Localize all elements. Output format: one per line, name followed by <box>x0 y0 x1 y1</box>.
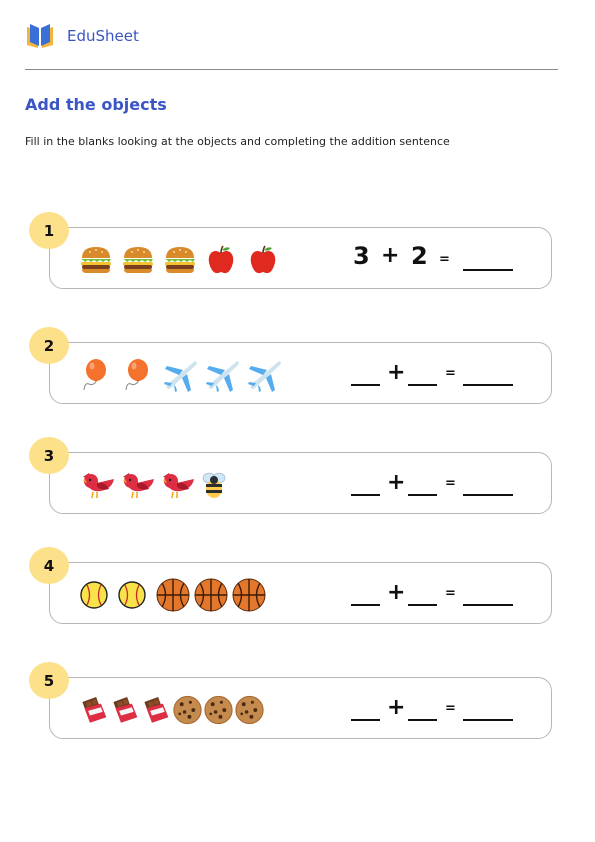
basketball-icon <box>155 577 193 613</box>
addend-2-blank[interactable] <box>408 604 437 606</box>
apple-icon <box>205 242 247 278</box>
problem-number-badge: 3 <box>29 437 69 474</box>
balloon-icon <box>121 357 163 393</box>
addend-1-blank[interactable] <box>351 719 380 721</box>
object-row <box>79 692 265 728</box>
equals-sign: = <box>445 476 456 491</box>
addend-2-blank[interactable] <box>408 384 437 386</box>
equals-sign: = <box>445 366 456 381</box>
problem-1 <box>29 212 552 292</box>
open-book-icon <box>25 21 55 51</box>
bird-icon <box>159 467 199 503</box>
plus-sign: + <box>387 360 406 385</box>
burger-icon <box>121 242 163 278</box>
plus-sign: + <box>387 580 406 605</box>
object-row <box>79 242 289 278</box>
basketball-icon <box>193 577 231 613</box>
airplane-icon <box>247 357 289 393</box>
problem-number-badge: 2 <box>29 327 69 364</box>
problem-3 <box>29 437 552 517</box>
object-row <box>79 577 269 613</box>
addition-sentence <box>351 464 551 504</box>
sum-blank[interactable] <box>463 494 513 496</box>
addend-1-blank[interactable] <box>351 494 380 496</box>
problem-4 <box>29 547 552 627</box>
chocolate-icon <box>110 692 141 728</box>
addition-sentence <box>351 354 551 394</box>
apple-icon <box>247 242 289 278</box>
worksheet-title: Add the objects <box>25 95 167 114</box>
problem-number-badge: 5 <box>29 662 69 699</box>
object-row <box>79 357 289 393</box>
equals-sign: = <box>445 586 456 601</box>
cookie-icon <box>203 692 234 728</box>
burger-icon <box>79 242 121 278</box>
problem-5 <box>29 662 552 742</box>
addend-2-blank[interactable] <box>408 719 437 721</box>
balloon-icon <box>79 357 121 393</box>
bird-icon <box>79 467 119 503</box>
equals-sign: = <box>445 701 456 716</box>
addend-2: 2 <box>411 242 428 270</box>
cookie-icon <box>172 692 203 728</box>
addition-sentence <box>351 574 551 614</box>
burger-icon <box>163 242 205 278</box>
problem-2 <box>29 327 552 407</box>
sum-blank[interactable] <box>463 719 513 721</box>
bird-icon <box>119 467 159 503</box>
bee-icon <box>199 467 239 503</box>
softball-icon <box>117 577 155 613</box>
basketball-icon <box>231 577 269 613</box>
sum-blank[interactable] <box>463 384 513 386</box>
worksheet-instructions: Fill in the blanks looking at the objects and completing the addition sentence <box>25 135 450 148</box>
chocolate-icon <box>141 692 172 728</box>
brand-name: EduSheet <box>67 27 139 45</box>
header-divider <box>25 69 558 70</box>
cookie-icon <box>234 692 265 728</box>
plus-sign: + <box>387 470 406 495</box>
problem-number-badge: 1 <box>29 212 69 249</box>
plus-sign: + <box>387 695 406 720</box>
chocolate-icon <box>79 692 110 728</box>
problem-number-badge: 4 <box>29 547 69 584</box>
plus-sign: + <box>381 243 400 268</box>
sum-blank[interactable] <box>463 604 513 606</box>
addition-sentence <box>351 239 551 279</box>
header <box>25 20 139 52</box>
addend-1: 3 <box>353 242 370 270</box>
object-row <box>79 467 239 503</box>
addend-1-blank[interactable] <box>351 384 380 386</box>
softball-icon <box>79 577 117 613</box>
sum-blank[interactable] <box>463 269 513 271</box>
equals-sign: = <box>439 252 450 267</box>
addend-1-blank[interactable] <box>351 604 380 606</box>
airplane-icon <box>205 357 247 393</box>
airplane-icon <box>163 357 205 393</box>
addend-2-blank[interactable] <box>408 494 437 496</box>
addition-sentence <box>351 689 551 729</box>
